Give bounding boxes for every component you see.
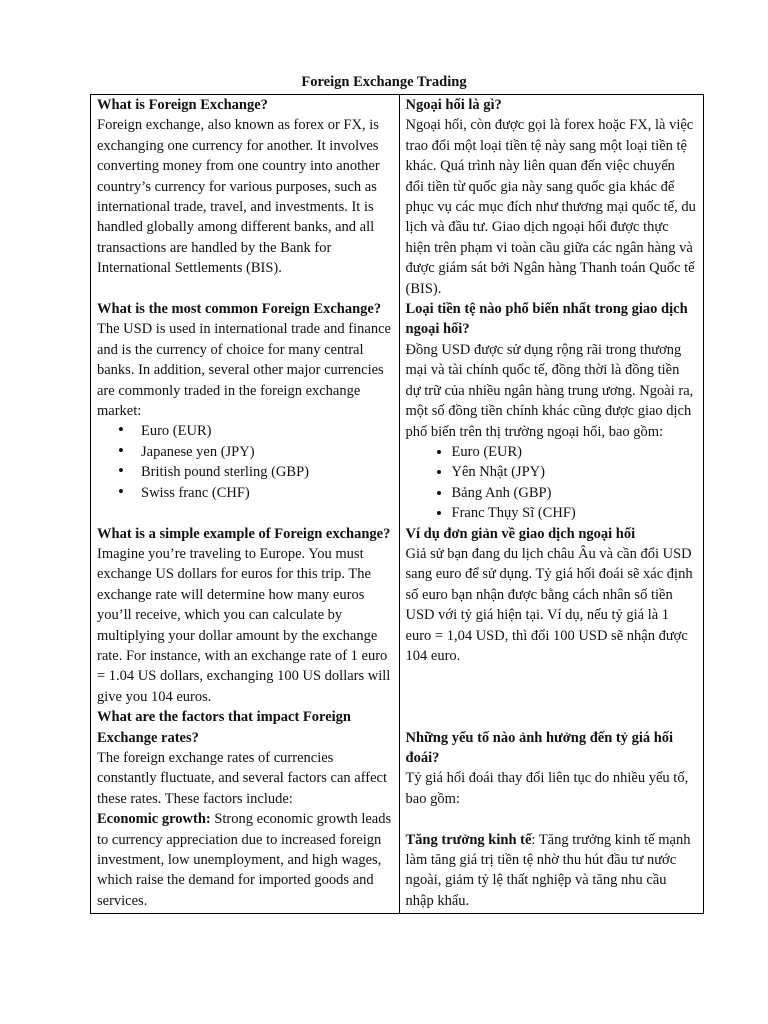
factor-text: Strong economic growth leads to currency appreciation due to increased foreign investment, low unemployment, and high wages, which raise the demand for imported goods and services. xyxy=(97,811,392,909)
list-item: • Euro (EUR) xyxy=(452,442,697,462)
section-body-factors-vi: Tỷ giá hối đoái thay đổi liên tục do nhiều yếu tố, bao gồm: xyxy=(405,770,689,807)
factor-text: : Tăng trưởng kinh tế mạnh làm tăng giá trị tiền tệ nhờ thu hút đầu tư nước ngoài, giảm tỷ lệ thất nghiệp và tăng nhu cầu nhập khẩu. xyxy=(405,831,691,909)
section-heading-example-vi: Ví dụ đơn giản về giao dịch ngoại hối xyxy=(405,525,636,542)
spacer xyxy=(406,809,697,829)
section-heading-factors: What are the factors that impact Foreign Exchange rates? xyxy=(97,709,351,746)
section-body-example: Imagine you’re traveling to Europe. You must exchange US dollars for euros for this trip. The exchange rate will determine how many euros you’ll receive, which you can calculate by multiplying your dollar amount by the exchange rate. For instance, with an exchange rate of 1 euro = 1.04 US dollars, exchanging 100 US dollars will give you 104 euros. xyxy=(97,545,391,705)
section-body-what-is-fx-vi: Ngoại hối, còn được gọi là forex hoặc FX, là việc trao đổi một loại tiền tệ này sang một loại tiền tệ khác. Quá trình này liên quan đến việc chuyển đổi tiền từ quốc gia này sang quốc gia khác để phục vụ các mục đích như thương mại quốc tế, du lịch và đầu tư. Giao dịch ngoại hối được thực hiện trên phạm vi toàn cầu giữa các ngân hàng và được giám sát bởi Ngân hàng Thanh toán Quốc tế (BIS). xyxy=(405,117,696,297)
section-heading-common-fx: What is the most common Foreign Exchange? xyxy=(97,301,382,318)
section-body-common-fx-vi: Đồng USD được sử dụng rộng rãi trong thương mại và tài chính quốc tế, đồng thời là đồng tiền dự trữ của nhiều ngân hàng trung ương. Ngoài ra, một số đồng tiền chính khác cũng được giao dịch phổ biến trên thị trường ngoại hối, bao gồm: xyxy=(405,341,694,440)
currency-list xyxy=(97,421,393,503)
list-item: • Euro (EUR) xyxy=(141,421,393,441)
section-heading-example: What is a simple example of Foreign exchange? xyxy=(97,525,391,542)
section-body-common-fx: The USD is used in international trade and finance and is the currency of choice for many central banks. In addition, several other major currencies are commonly traded in the foreign exchange market: xyxy=(97,321,391,420)
section-heading-factors-vi: Những yếu tố nào ảnh hưởng đến tỷ giá hối đoái? xyxy=(405,729,674,766)
factor-label: Economic growth: xyxy=(97,811,211,828)
section-heading-what-is-fx-vi: Ngoại hối là gì? xyxy=(405,97,502,113)
list-item: • British pound sterling (GBP) xyxy=(141,462,393,482)
document-title: Foreign Exchange Trading xyxy=(301,74,467,90)
section-heading-common-fx-vi: Loại tiền tệ nào phổ biến nhất trong giao dịch ngoại hối? xyxy=(405,301,688,338)
factor-label: Tăng trưởng kinh tế xyxy=(405,831,532,848)
list-item: • Yên Nhật (JPY) xyxy=(452,462,697,482)
section-body-example-vi: Giả sử bạn đang du lịch châu Âu và cần đổi USD sang euro để sử dụng. Tỷ giá hối đoái sẽ xác định số euro bạn nhận được bằng cách nhân số tiền USD với tỷ giá hiện tại. Ví dụ, nếu tỷ giá là 1 euro = 1,04 USD, thì đổi 100 USD sẽ nhận được 104 euro. xyxy=(405,545,693,664)
currency-list-vi xyxy=(406,442,697,524)
spacer xyxy=(97,503,393,523)
spacer xyxy=(406,687,697,707)
factor-economic-growth xyxy=(97,809,393,911)
list-item: • Swiss franc (CHF) xyxy=(141,483,393,503)
list-item: • Franc Thụy Sĩ (CHF) xyxy=(452,503,697,523)
english-column xyxy=(91,95,400,914)
bilingual-table xyxy=(90,94,704,914)
table-row xyxy=(91,95,704,914)
list-item: • Bảng Anh (GBP) xyxy=(452,483,697,503)
section-body-factors: The foreign exchange rates of currencies constantly fluctuate, and several factors can affect these rates. These factors include: xyxy=(97,749,387,807)
spacer xyxy=(406,666,697,686)
spacer xyxy=(97,279,393,299)
vietnamese-column xyxy=(399,95,703,914)
factor-economic-growth-vi xyxy=(406,830,697,912)
section-heading-what-is-fx: What is Foreign Exchange? xyxy=(97,97,268,113)
list-item: • Japanese yen (JPY) xyxy=(141,442,393,462)
spacer xyxy=(406,707,697,727)
section-body-what-is-fx: Foreign exchange, also known as forex or FX, is exchanging one currency for another. It involves converting money from one country into another country’s currency for various purposes, such as international trade, travel, and investments. It is handled globally among different banks, and all transactions are handled by the Bank for International Settlements (BIS). xyxy=(97,117,380,277)
